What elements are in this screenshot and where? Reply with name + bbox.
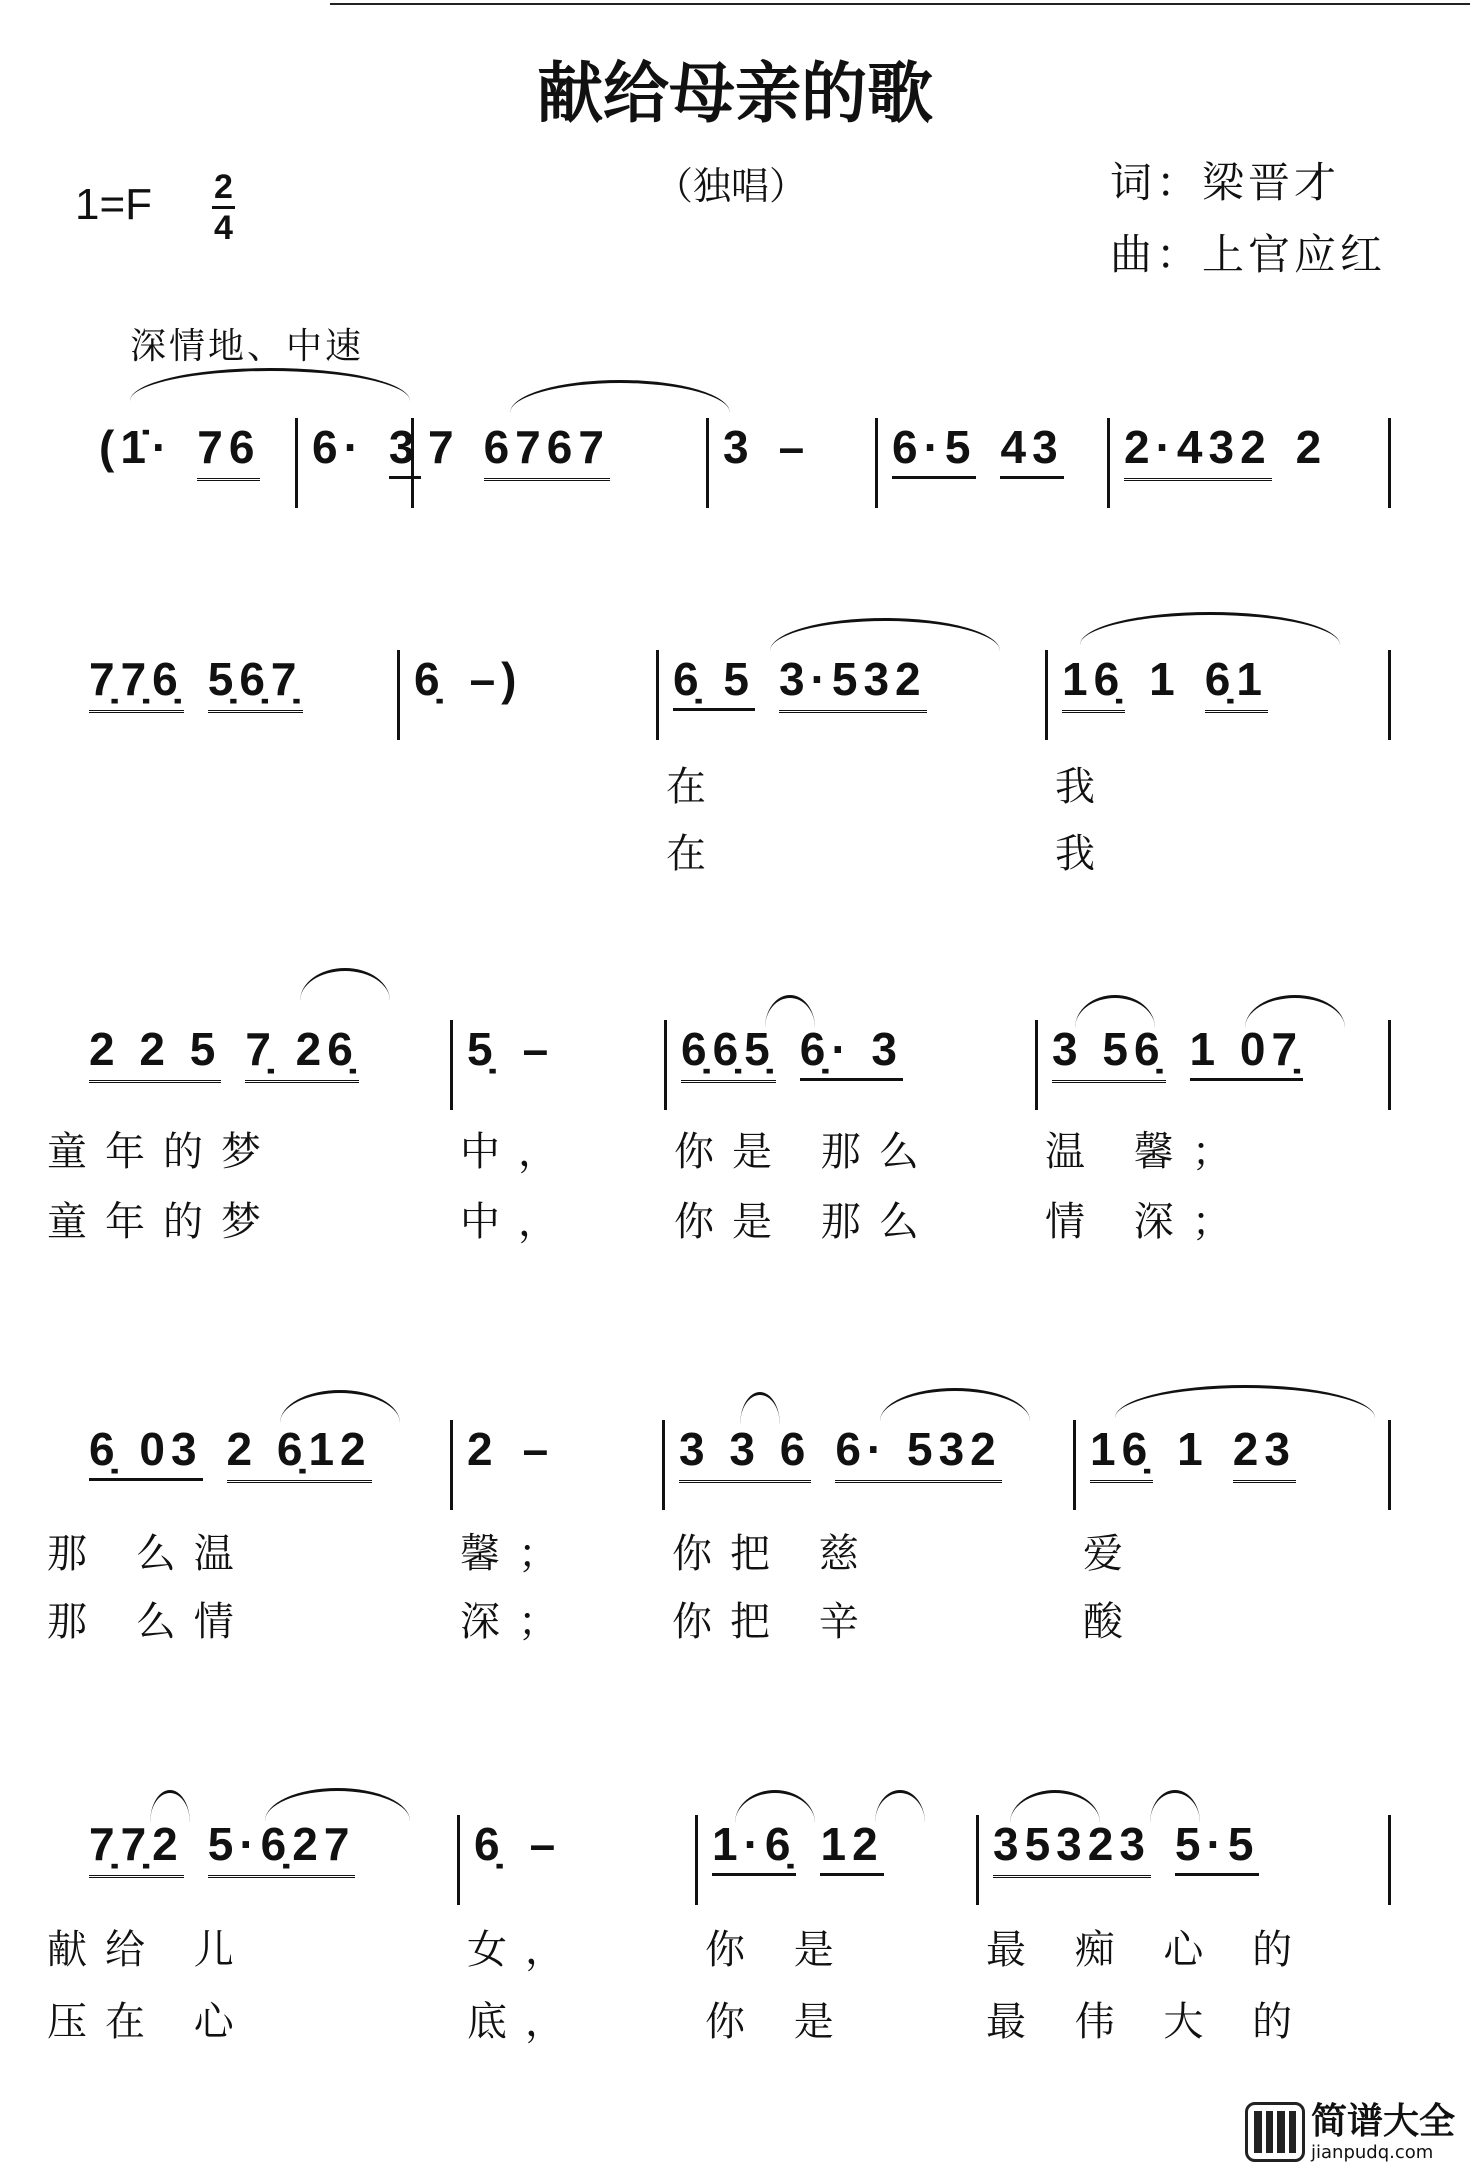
note-group: 2 [467,1423,499,1475]
measure [662,1420,1073,1510]
note-group: 3·532 [779,650,927,713]
key-signature: 1=F [75,180,153,229]
note-group: 2·432 [1124,418,1272,481]
site-logo [1245,2090,1470,2174]
note-group: 6767 [484,418,610,481]
note-group: – [529,1818,562,1870]
piano-icon [1245,2102,1305,2162]
note-group: 6̣ 03 [89,1420,203,1481]
note-group: 2 [1295,421,1328,473]
lyric-verse-2: 最 伟 大 的 [986,1999,1311,2045]
note-group: 5̣ [467,1023,499,1075]
lyric-verse-2: 你 是 [705,1999,852,2045]
measure [75,650,397,740]
lyric-verse-2: 压在 心 [47,1999,252,2045]
note-group: 6̣6̣5̣ [681,1020,776,1083]
note-group: 16̣ [1062,650,1125,713]
note-group: 2 6̣12 [227,1420,372,1483]
measure [411,418,706,508]
note-group: 1·6̣ [712,1815,796,1876]
measure [85,418,295,508]
lyric-verse-1: 你 是 [705,1927,852,1973]
measure [1107,418,1391,508]
note-group: –) [469,653,523,705]
note-group: 6· [312,421,365,473]
lyric-verse-1: 中， [460,1129,576,1175]
lyric-verse-1: 最 痴 心 的 [986,1927,1311,1973]
note-group: 3 [389,418,421,479]
note-group: 16̣ [1090,1420,1153,1483]
lyric-verse-1: 那 么温 [47,1531,252,1577]
measure [664,1020,1035,1110]
lyric-verse-2: 你是 那么 [674,1199,937,1245]
measure [1035,1020,1391,1110]
note-group: 5·5 [1175,1815,1259,1876]
measure [295,418,421,508]
time-signature-top: 2 [212,168,235,209]
note-group: 3 [723,421,755,473]
note-group: 6̣ [474,1818,506,1870]
measure [976,1815,1391,1905]
measure [450,1420,662,1510]
measure [695,1815,976,1905]
note-group: 6·5 [892,418,976,479]
lyric-verse-1: 在 [666,764,724,810]
lyricist: 词：梁晋才 [1110,158,1341,207]
lyric-verse-2: 在 [666,831,724,877]
note-group: 23 [1233,1420,1296,1483]
lyric-verse-1: 你把 慈 [672,1531,877,1577]
measure [875,418,1107,508]
measure [75,1420,450,1510]
note-group: 6̣ [414,653,446,705]
lyric-verse-1: 温 馨； [1045,1129,1250,1175]
lyric-verse-2: 童年的梦 [47,1199,279,1245]
note-group: – [522,1423,555,1475]
note-group: – [522,1023,555,1075]
measure [656,650,1045,740]
measure [75,1020,450,1110]
note-group: – [778,421,811,473]
measure [75,1815,457,1905]
lyric-verse-2: 你把 辛 [672,1599,877,1645]
note-group: 6̣ 5 [673,650,755,711]
lyric-verse-1: 馨； [460,1531,576,1577]
note-group: 6̣1 [1205,650,1268,713]
lyric-verse-2: 酸 [1083,1599,1141,1645]
lyric-verse-1: 你是 那么 [674,1129,937,1175]
note-group: 6· 532 [835,1420,1001,1483]
lyric-verse-1: 童年的梦 [47,1129,279,1175]
note-group: 3 56̣ [1052,1020,1166,1083]
lyric-verse-1: 爱 [1083,1531,1141,1577]
logo-name: 简谱大全 [1311,2100,1456,2142]
note-group: 7 [428,421,460,473]
measure [397,650,620,740]
note-group: 1 [1149,653,1181,705]
note-group: 3 3 6 [679,1420,811,1483]
lyric-verse-2: 中， [460,1199,576,1245]
note-group: 12 [820,1815,883,1876]
note-group: 7̣ 26̣ [245,1020,359,1083]
lyric-verse-2: 底， [467,1999,583,2045]
measure [1045,650,1391,740]
note-group: 76 [197,418,260,481]
note-group: 5·6̣27 [208,1815,356,1878]
lyric-verse-1: 献给 儿 [47,1927,252,1973]
top-rule [330,3,1470,5]
lyric-verse-1: 女， [467,1927,583,1973]
note-group: 7̣7̣2 [89,1815,184,1878]
note-group: 1 [1177,1423,1209,1475]
measure [1073,1420,1391,1510]
measure [706,418,875,508]
lyric-verse-2: 我 [1055,831,1113,877]
lyric-verse-2: 情 深； [1045,1199,1250,1245]
lyric-verse-2: 深； [460,1599,576,1645]
tempo-marking: 深情地、中速 [130,326,365,367]
lyric-verse-2: 那 么情 [47,1599,252,1645]
note-group: (1̇· [99,421,174,473]
note-group: 35323 [993,1815,1151,1878]
song-title: 献给母亲的歌 [537,55,933,132]
time-signature [212,168,235,247]
lyric-verse-1: 我 [1055,764,1113,810]
measure [450,1020,664,1110]
note-group: 7̣7̣6̣ [89,650,184,713]
note-group: 6̣· 3 [800,1020,903,1081]
composer: 曲：上官应红 [1110,230,1387,279]
logo-url: jianpudq.com [1311,2141,1434,2163]
note-group: 2 2 5 [89,1020,221,1083]
performance-style: （独唱） [655,164,808,208]
measure [457,1815,695,1905]
note-group: 5̣6̣7̣ [208,650,303,713]
note-group: 43 [1000,418,1063,479]
note-group: 1 07̣ [1190,1020,1304,1081]
time-signature-bottom: 4 [214,209,233,247]
